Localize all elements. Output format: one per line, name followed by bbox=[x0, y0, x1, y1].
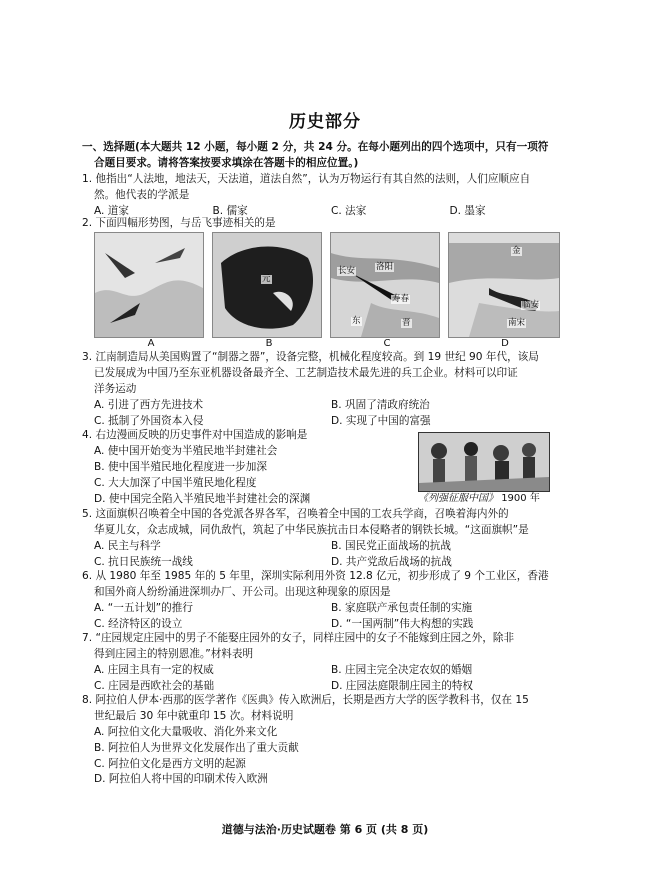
q4-option-b: B. 使中国半殖民地化程度进一步加深 bbox=[94, 460, 267, 473]
q3-option-b: B. 巩固了清政府统治 bbox=[331, 398, 430, 411]
page-footer: 道德与法治·历史试题卷 第 6 页 (共 8 页) bbox=[221, 823, 429, 836]
map-c-letter: C bbox=[383, 338, 391, 349]
q1-option-c: C. 法家 bbox=[331, 204, 367, 217]
q1-option-a: A. 道家 bbox=[94, 204, 129, 217]
q7-options bbox=[82, 663, 568, 695]
map-c-label-jin: 晋 bbox=[402, 318, 411, 328]
map-c-image bbox=[331, 233, 439, 337]
q5-option-b: B. 国民党正面战场的抗战 bbox=[331, 539, 451, 552]
q1-option-b: B. 儒家 bbox=[212, 204, 248, 217]
q5-option-c: C. 抗日民族统一战线 bbox=[94, 555, 193, 568]
q6-stem-2: 和国外商人纷纷涌进深圳办厂、开公司。出现这种现象的原因是 bbox=[94, 585, 391, 598]
q4-option-d: D. 使中国完全陷入半殖民地半封建社会的深渊 bbox=[94, 492, 311, 505]
question-2 bbox=[82, 216, 568, 232]
q5-stem-2: 华夏儿女，众志成城，同仇敌忾，筑起了中华民族抗击日本侵略者的钢铁长城。“这面旗帜”是 bbox=[94, 523, 529, 536]
q3-option-d: D. 实现了中国的富强 bbox=[331, 414, 431, 427]
cartoon-image bbox=[419, 433, 549, 491]
map-b-label: 元 bbox=[262, 274, 271, 284]
q5-options bbox=[82, 539, 568, 571]
q7-option-d: D. 庄园法庭限制庄园主的特权 bbox=[331, 679, 474, 692]
map-b-letter: B bbox=[265, 338, 273, 349]
q7-stem-1: 7. “庄园规定庄园中的男子不能娶庄园外的女子，同样庄园中的女子不能嫁到庄园之外，除非 bbox=[82, 632, 515, 644]
q7-option-a: A. 庄园主具有一定的权威 bbox=[94, 663, 214, 676]
cartoon-caption-year: 1900 年 bbox=[501, 493, 540, 504]
map-c-label-dong: 东 bbox=[352, 316, 361, 326]
section-instructions bbox=[82, 140, 568, 172]
cartoon-caption-title: 《列强征服中国》 bbox=[418, 493, 498, 504]
question-6 bbox=[82, 569, 568, 633]
q3-options bbox=[82, 398, 568, 430]
q8-option-a: A. 阿拉伯文化大量吸收、消化外来文化 bbox=[94, 725, 278, 738]
map-d-label-linan: 临安 bbox=[522, 300, 540, 310]
q1-stem-1: 1. 他指出“人法地，地法天，天法道，道法自然”，认为万物运行有其自然的法则，人们应顺应自 bbox=[82, 173, 531, 185]
q7-option-c: C. 庄园是西欧社会的基础 bbox=[94, 679, 215, 692]
q6-option-a: A. “一五计划”的推行 bbox=[94, 601, 193, 614]
question-3 bbox=[82, 350, 568, 429]
q4-option-c: C. 大大加深了中国半殖民地化程度 bbox=[94, 476, 257, 489]
map-d-letter: D bbox=[501, 338, 509, 349]
question-1 bbox=[82, 172, 568, 220]
map-a-image bbox=[95, 233, 203, 337]
question-7 bbox=[82, 631, 568, 695]
map-a bbox=[94, 232, 204, 338]
q2-maps bbox=[94, 232, 559, 352]
q6-option-b: B. 家庭联产承包责任制的实施 bbox=[331, 601, 473, 614]
q5-stem-1: 5. 这面旗帜召唤着全中国的各党派各界各军，召唤着全中国的工农兵学商，召唤着海内外的 bbox=[82, 508, 509, 520]
q3-stem-3: 洋务运动 bbox=[94, 382, 137, 395]
map-d bbox=[448, 232, 560, 338]
map-b-image bbox=[213, 233, 321, 337]
q4-cartoon-caption bbox=[418, 491, 558, 506]
q6-options bbox=[82, 601, 568, 633]
q7-option-b: B. 庄园主完全决定农奴的婚姻 bbox=[331, 663, 473, 676]
q8-option-b: B. 阿拉伯人为世界文化发展作出了重大贡献 bbox=[94, 741, 299, 754]
map-d-label-jin: 金 bbox=[512, 246, 521, 256]
map-c-label-changan: 长安 bbox=[338, 266, 356, 276]
q5-option-d: D. 共产党敌后战场的抗战 bbox=[331, 555, 452, 568]
q8-option-c: C. 阿拉伯文化是西方文明的起源 bbox=[94, 757, 246, 770]
map-a-letter: A bbox=[147, 338, 155, 349]
question-5 bbox=[82, 507, 568, 571]
q5-option-a: A. 民主与科学 bbox=[94, 539, 161, 552]
section-line-2: 合题目要求。请将答案按要求填涂在答题卡的相应位置。) bbox=[94, 156, 359, 169]
q7-stem-2: 得到庄园主的特别恩准。”材料表明 bbox=[94, 647, 254, 660]
q3-stem-2: 已发展成为中国乃至东亚机器设备最齐全、工艺制造技术最先进的兵工企业。材料可以印证 bbox=[94, 366, 518, 379]
q6-stem-1: 6. 从 1980 年至 1985 年的 5 年里，深圳实际利用外资 12.8 亿元，初步形成了 9 个工业区，香港 bbox=[82, 570, 549, 582]
q1-option-d: D. 墨家 bbox=[449, 204, 486, 217]
map-d-label-nansong: 南宋 bbox=[508, 318, 526, 328]
q4-cartoon bbox=[418, 432, 550, 492]
map-c bbox=[330, 232, 440, 338]
map-b bbox=[212, 232, 322, 338]
map-d-image bbox=[449, 233, 559, 337]
map-c-label-shouchun: 寿春 bbox=[392, 294, 410, 304]
q3-option-c: C. 抵制了外国资本入侵 bbox=[94, 414, 204, 427]
q1-stem-2: 然。他代表的学派是 bbox=[94, 188, 190, 201]
question-8 bbox=[82, 693, 568, 788]
page-title: 历史部分 bbox=[289, 112, 361, 132]
q6-option-c: C. 经济特区的设立 bbox=[94, 617, 183, 630]
q8-stem-2: 世纪最后 30 年中就重印 15 次。材料说明 bbox=[94, 709, 294, 722]
map-c-label-luoyang: 洛阳 bbox=[376, 262, 394, 272]
question-4 bbox=[82, 428, 412, 507]
q4-stem: 4. 右边漫画反映的历史事件对中国造成的影响是 bbox=[82, 429, 308, 441]
section-line-1: 一、选择题(本大题共 12 小题，每小题 2 分，共 24 分。在每小题列出的四个选项中，只有一项符 bbox=[82, 141, 549, 153]
q3-option-a: A. 引进了西方先进技术 bbox=[94, 398, 204, 411]
q6-option-d: D. “一国两制”伟大构想的实践 bbox=[331, 617, 474, 630]
q8-option-d: D. 阿拉伯人将中国的印刷术传入欧洲 bbox=[94, 773, 268, 786]
q2-stem: 2. 下面四幅形势图，与岳飞事迹相关的是 bbox=[82, 217, 276, 229]
q4-option-a: A. 使中国开始变为半殖民地半封建社会 bbox=[94, 444, 278, 457]
q3-stem-1: 3. 江南制造局从美国购置了“制器之器”，设备完整，机械化程度较高。到 19 世纪 90 年代，该局 bbox=[82, 351, 539, 363]
q8-stem-1: 8. 阿拉伯人伊本·西那的医学著作《医典》传入欧洲后，长期是西方大学的医学教科书，仅在 15 bbox=[82, 694, 529, 706]
